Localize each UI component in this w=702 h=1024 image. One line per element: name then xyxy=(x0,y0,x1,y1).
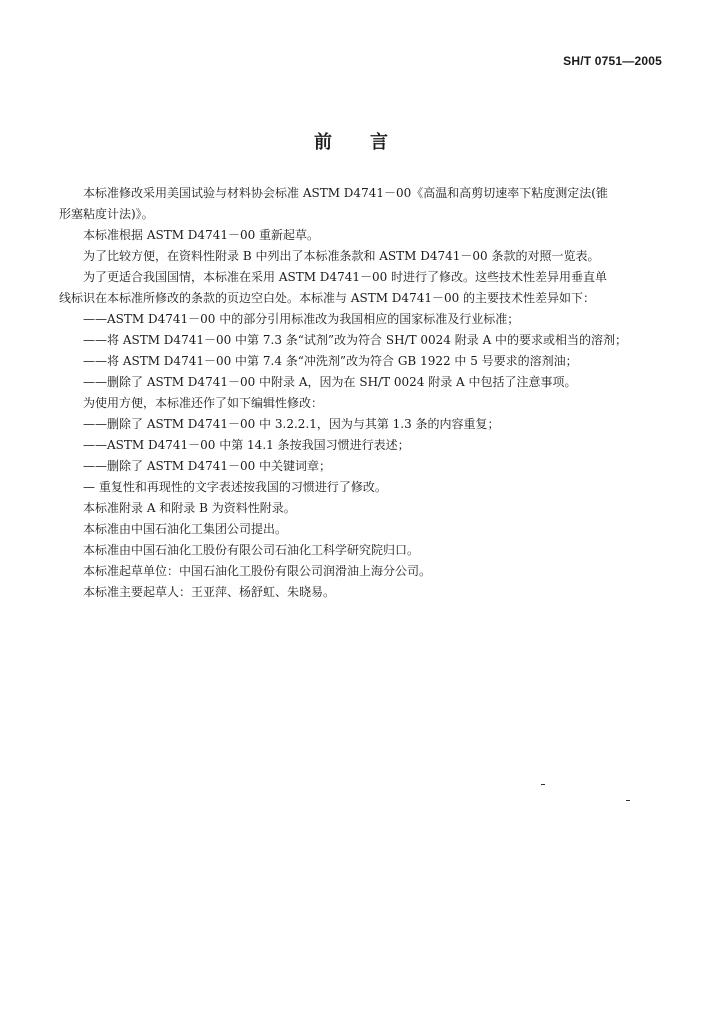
paragraph-line: 本标准根据 ASTM D4741－00 重新起草。 xyxy=(83,228,320,242)
paragraph-line: 为了更适合我国国情，本标准在采用 ASTM D4741－00 时进行了修改。这些技术性差异用垂直单 xyxy=(83,270,608,284)
paragraph-line: 为使用方便，本标准还作了如下编辑性修改： xyxy=(83,396,324,410)
list-item: ——ASTM D4741－00 中第 14.1 条按我国习惯进行表述； xyxy=(83,438,410,452)
paragraph-line: 本标准起草单位：中国石油化工股份有限公司润滑油上海分公司。 xyxy=(83,564,432,578)
list-item: ——将 ASTM D4741－00 中第 7.4 条“冲洗剂”改为符合 GB 1922 中 5 号要求的溶剂油； xyxy=(83,354,578,368)
paragraph-line: 形塞粘度计法)》。 xyxy=(59,207,154,221)
paragraph-line: 本标准修改采用美国试验与材料协会标准 ASTM D4741－00《高温和高剪切速率下粘度测定法(锥 xyxy=(83,186,608,200)
list-item: ——删除了 ASTM D4741－00 中关键词章； xyxy=(83,459,332,473)
standard-code: SH/T 0751—2005 xyxy=(563,54,662,68)
list-item: ——删除了 ASTM D4741－00 中 3.2.2.1，因为与其第 1.3 条的内容重复； xyxy=(83,417,500,431)
paragraph-line: 本标准由中国石油化工集团公司提出。 xyxy=(83,522,288,536)
list-item: — 重复性和再现性的文字表述按我国的习惯进行了修改。 xyxy=(83,480,387,494)
foreword-body xyxy=(59,183,663,603)
list-item: ——将 ASTM D4741－00 中第 7.3 条“试剂”改为符合 SH/T 0024 附录 A 中的要求或相当的溶剂； xyxy=(83,333,628,347)
page-title: 前言 xyxy=(314,132,426,153)
paragraph-line: 本标准由中国石油化工股份有限公司石油化工科学研究院归口。 xyxy=(83,543,420,557)
paragraph-line: 为了比较方便，在资料性附录 B 中列出了本标准条款和 ASTM D4741－00 条款的对照一览表。 xyxy=(83,249,600,263)
scan-speck xyxy=(626,800,630,801)
scan-speck xyxy=(541,784,545,785)
paragraph-line: 本标准主要起草人：王亚萍、杨舒虹、朱晓易。 xyxy=(83,585,336,599)
paragraph-line: 本标准附录 A 和附录 B 为资料性附录。 xyxy=(83,501,296,515)
paragraph-line: 线标识在本标准所修改的条款的页边空白处。本标准与 ASTM D4741－00 的主要技术性差异如下： xyxy=(59,291,596,305)
list-item: ——删除了 ASTM D4741－00 中附录 A，因为在 SH/T 0024 附录 A 中包括了注意事项。 xyxy=(83,375,577,389)
list-item: ——ASTM D4741－00 中的部分引用标准改为我国相应的国家标准及行业标准； xyxy=(83,312,520,326)
